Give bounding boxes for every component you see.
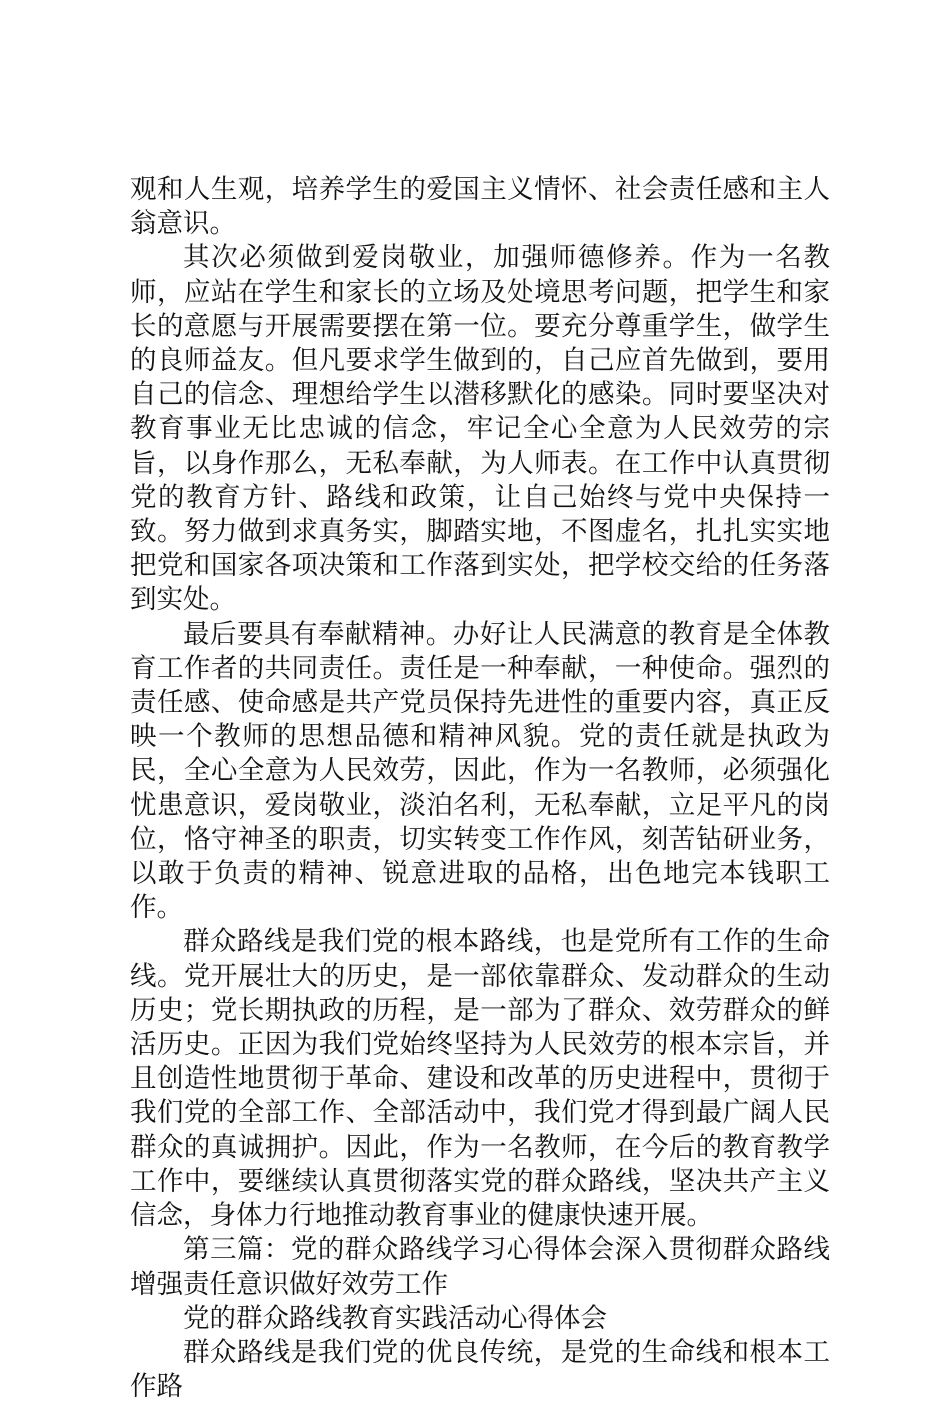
document-body [130,173,830,1404]
section-subtitle: 党的群众路线教育实践活动心得体会 [183,1302,607,1334]
paragraph-devotion: 最后要具有奉献精神。办好让人民满意的教育是全体教育工作者的共同责任。责任是一种奉献，一种使命。强烈的责任感、使命感是共产党员保持先进性的重要内容，真正反映一个教师的思想品德和精神风貌。党的责任就是执政为民，全心全意为人民效劳，因此，作为一名教师，必须强化忧患意识，爱岗敬业，淡泊名利，无私奉献，立足平凡的岗位，恪守神圣的职责，切实转变工作作风，刻苦钻研业务，以敢于负责的精神、锐意进取的品格，出色地完本钱职工作。 [130,618,830,924]
paragraph-section-start: 群众路线是我们党的优良传统，是党的生命线和根本工作路 [130,1336,830,1403]
paragraph-dedication: 其次必须做到爱岗敬业，加强师德修养。作为一名教师，应站在学生和家长的立场及处境思考问题，把学生和家长的意愿与开展需要摆在第一位。要充分尊重学生，做学生的良师益友。但凡要求学生做到的，自己应首先做到，要用自己的信念、理想给学生以潜移默化的感染。同时要坚决对教育事业无比忠诚的信念，牢记全心全意为人民效劳的宗旨，以身作那么，无私奉献，为人师表。在工作中认真贯彻党的教育方针、路线和政策，让自己始终与党中央保持一致。努力做到求真务实，脚踏实地，不图虚名，扎扎实实地把党和国家各项决策和工作落到实处，把学校交给的任务落到实处。 [130,242,830,616]
section-heading: 第三篇：党的群众路线学习心得体会深入贯彻群众路线增强责任意识做好效劳工作 [130,1234,830,1300]
paragraph-mass-line: 群众路线是我们党的根本路线，也是党所有工作的生命线。党开展壮大的历史，是一部依靠群众、发动群众的生动历史；党长期执政的历程，是一部为了群众、效劳群众的鲜活历史。正因为我们党始终坚持为人民效劳的根本宗旨，并且创造性地贯彻于革命、建设和改革的历史进程中，贯彻于我们党的全部工作、全部活动中，我们党才得到最广阔人民群众的真诚拥护。因此，作为一名教师，在今后的教育教学工作中，要继续认真贯彻落实党的群众路线，坚决共产主义信念，身体力行地推动教育事业的健康快速开展。 [130,926,830,1232]
paragraph-continuation: 观和人生观，培养学生的爱国主义情怀、社会责任感和主人翁意识。 [130,174,830,240]
